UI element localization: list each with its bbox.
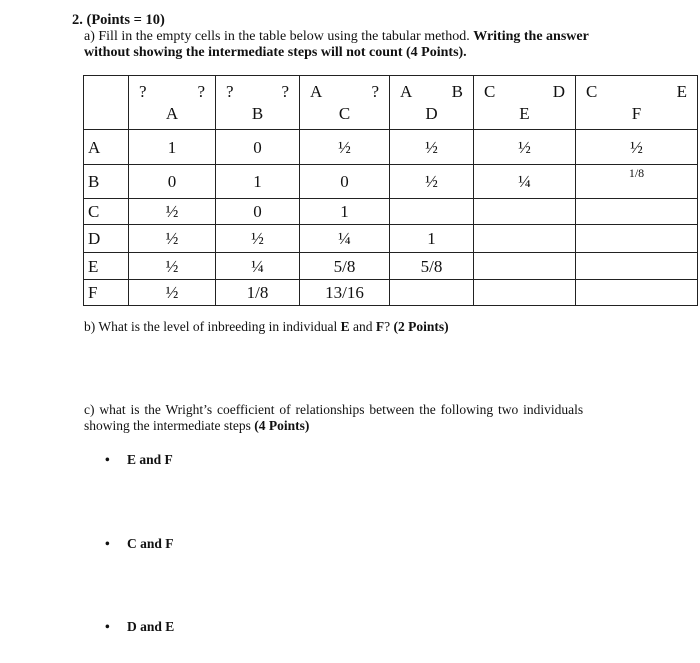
bullet-item-c-and-f: • C and F — [105, 536, 174, 551]
table-cell: ½ — [216, 225, 300, 253]
header-cell-F: C E F — [576, 76, 698, 130]
table-cell: ½ — [129, 199, 216, 225]
header-cell-D: A B D — [390, 76, 474, 130]
header-cell-E: C D E — [474, 76, 576, 130]
part-a-emphasis-2: without showing the intermediate steps will not count — [84, 45, 403, 60]
table-cell — [576, 199, 698, 225]
pedigree-table — [83, 75, 698, 306]
table-cell: 1 — [390, 225, 474, 253]
table-cell — [474, 225, 576, 253]
table-cell: ½ — [129, 280, 216, 306]
part-a-instruction-line1 — [84, 29, 589, 45]
part-a-instruction-line2 — [84, 45, 467, 61]
part-a-points: (4 Points). — [402, 45, 467, 60]
table-row-C — [84, 199, 698, 225]
bullet-icon: • — [105, 452, 110, 467]
table-cell — [474, 199, 576, 225]
table-cell: ¼ — [474, 165, 576, 199]
part-c-question-line1: c) what is the Wright’s coefficient of relationships between the following two individuals — [84, 402, 584, 417]
table-cell: ½ — [390, 165, 474, 199]
table-row-A — [84, 130, 698, 165]
table-cell: ½ — [576, 130, 698, 165]
row-label: A — [84, 130, 129, 165]
table-cell: ¼ — [300, 225, 390, 253]
part-a-text: a) Fill in the empty cells in the table below using the tabular method. — [84, 29, 474, 44]
row-label: F — [84, 280, 129, 306]
header-cell-C: A ? C — [300, 76, 390, 130]
table-cell — [474, 253, 576, 280]
row-label: E — [84, 253, 129, 280]
bullet-icon: • — [105, 536, 110, 551]
row-label: D — [84, 225, 129, 253]
table-cell: 5/8 — [390, 253, 474, 280]
table-cell: 13/16 — [300, 280, 390, 306]
table-row-B — [84, 165, 698, 199]
table-cell: ½ — [474, 130, 576, 165]
table-cell: ¼ — [216, 253, 300, 280]
table-cell: 0 — [300, 165, 390, 199]
bullet-item-e-and-f: • E and F — [105, 452, 173, 467]
table-cell: ½ — [129, 225, 216, 253]
table-cell: ½ — [300, 130, 390, 165]
table-cell — [390, 280, 474, 306]
row-label: C — [84, 199, 129, 225]
table-row-D — [84, 225, 698, 253]
header-cell-B: ? ? B — [216, 76, 300, 130]
table-cell — [576, 253, 698, 280]
table-cell: 0 — [216, 130, 300, 165]
header-cell-A: ? ? A — [129, 76, 216, 130]
part-b-question: b) What is the level of inbreeding in individual E and F? (2 Points) — [84, 319, 449, 334]
table-cell: 5/8 — [300, 253, 390, 280]
part-a-emphasis-1: Writing the answer — [473, 29, 589, 44]
question-title: 2. (Points = 10) — [72, 12, 165, 28]
table-cell: 1 — [129, 130, 216, 165]
table-cell: 0 — [129, 165, 216, 199]
table-cell: 1 — [216, 165, 300, 199]
table-cell — [474, 280, 576, 306]
bullet-icon: • — [105, 619, 110, 634]
table-cell: ½ — [390, 130, 474, 165]
table-cell — [576, 225, 698, 253]
table-cell: ½ — [129, 253, 216, 280]
table-cell: 0 — [216, 199, 300, 225]
table-cell — [576, 280, 698, 306]
table-cell: 1 — [300, 199, 390, 225]
row-label: B — [84, 165, 129, 199]
table-cell — [390, 199, 474, 225]
table-row-E — [84, 253, 698, 280]
part-c-question-line2: showing the intermediate steps (4 Points) — [84, 418, 310, 433]
table-cell: 1/8 — [576, 165, 698, 199]
header-row — [84, 76, 698, 130]
table-row-F — [84, 280, 698, 306]
bullet-item-d-and-e: • D and E — [105, 619, 175, 634]
table-cell: 1/8 — [216, 280, 300, 306]
corner-cell — [84, 76, 129, 130]
